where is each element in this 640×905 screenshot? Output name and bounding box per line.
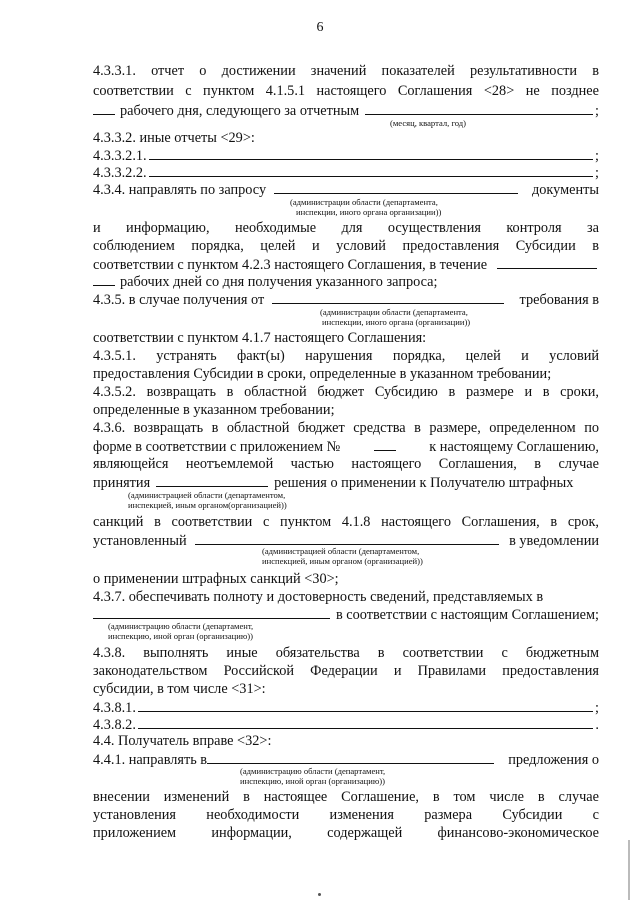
- paragraph-line: законодательством Российской Федерации и Правилами предоставления: [93, 663, 599, 679]
- paragraph-line: субсидии, в том числе <31>:: [93, 681, 266, 697]
- field-caption: инспекции, иного органа (организации)): [322, 317, 471, 327]
- page-number: 6: [316, 20, 324, 35]
- text: форме в соответствии с приложением №: [93, 439, 341, 455]
- paragraph-line: [93, 699, 599, 717]
- field-caption: (администрацию области (департамент,: [240, 766, 386, 776]
- field-caption: инспекцию, иной орган (организацию)): [108, 631, 253, 641]
- text: рабочих дней со дня получения указанного запроса;: [120, 274, 438, 290]
- paragraph-line: и информацию, необходимые для осуществления контроля за: [93, 220, 599, 236]
- paragraph-line: 4.3.5.2. возвращать в областной бюджет Субсидию в размере и в сроки,: [93, 384, 599, 400]
- paragraph-line: соответствии с пунктом 4.1.5.1 настоящего Соглашения <28> не позднее: [93, 83, 599, 99]
- paragraph-line: 4.3.3.2. иные отчеты <29>:: [93, 130, 255, 146]
- blank-field[interactable]: [274, 181, 518, 194]
- paragraph-line: предоставления Субсидии в сроки, определенные в указанном требовании;: [93, 366, 552, 382]
- field-caption: (администрацию области (департамент,: [108, 621, 254, 631]
- paragraph-line: [93, 716, 599, 734]
- text: установленный: [93, 533, 187, 549]
- text: принятия: [93, 475, 151, 491]
- field-caption: (администрацией области (департаментом,: [128, 490, 286, 500]
- blank-field[interactable]: [93, 273, 115, 286]
- text: соответствии с пунктом 4.2.3 настоящего Соглашения, в течение: [93, 257, 488, 273]
- paragraph-line: 4.3.5.1. устранять факт(ы) нарушения порядка, целей и условий: [93, 348, 599, 364]
- paragraph-line: являющейся неотъемлемой частью настоящего Соглашения, в случае: [93, 456, 599, 472]
- field-caption: инспекции, иного органа организации)): [296, 207, 442, 217]
- text: ;: [595, 148, 599, 164]
- text: 4.4.1. направлять в: [93, 752, 208, 768]
- blank-field[interactable]: [138, 716, 594, 729]
- field-caption: (администрацией области (департаментом,: [262, 546, 420, 556]
- field-caption: инспекцией, иным органом(организацией)): [128, 500, 287, 510]
- blank-field[interactable]: [93, 606, 330, 619]
- scan-edge-shadow: [628, 840, 630, 900]
- blank-field[interactable]: [138, 699, 593, 712]
- blank-field[interactable]: [149, 164, 593, 177]
- paragraph-line: внесении изменений в настоящее Соглашение, в том числе в случае: [93, 789, 599, 805]
- blank-field[interactable]: [156, 474, 268, 487]
- field-caption: (администрации области (департамента,: [290, 197, 438, 207]
- text: 4.3.3.2.1.: [93, 148, 147, 164]
- text: в уведомлении: [509, 533, 599, 549]
- text: ;: [595, 165, 599, 181]
- text: в соответствии с настоящим Соглашением;: [335, 607, 599, 623]
- blank-field[interactable]: [272, 291, 503, 304]
- paragraph-line: 4.3.8. выполнять иные обязательства в соответствии с бюджетным: [93, 645, 599, 661]
- field-caption: инспекцию, иной орган (организацию)): [240, 776, 385, 786]
- paragraph-line: установления необходимости изменения размера Субсидии с: [93, 807, 599, 823]
- text: 4.3.3.2.2.: [93, 165, 147, 181]
- text: рабочего дня, следующего за отчетным: [120, 103, 360, 119]
- paragraph-line: определенные в указанном требовании;: [93, 402, 335, 418]
- text: решения о применении к Получателю штрафных: [274, 475, 574, 491]
- paragraph-line: [93, 102, 599, 120]
- blank-field[interactable]: [93, 102, 115, 115]
- paragraph-line: 4.3.6. возвращать в областной бюджет средства в размере, определенном по: [93, 420, 599, 436]
- paragraph-line: о применении штрафных санкций <30>;: [93, 571, 339, 587]
- paragraph-line: 4.4. Получатель вправе <32>:: [93, 733, 272, 749]
- paragraph-line: [93, 164, 599, 182]
- text: ;: [595, 700, 599, 716]
- blank-field[interactable]: [149, 147, 593, 160]
- field-caption: (администрации области (департамента,: [320, 307, 468, 317]
- text: 4.3.5. в случае получения от: [93, 292, 265, 308]
- paragraph-line: соответствии с пунктом 4.1.7 настоящего Соглашения:: [93, 330, 427, 346]
- text: требования в: [519, 292, 599, 308]
- blank-field[interactable]: [207, 751, 494, 764]
- paragraph-line: приложением информации, содержащей финансово-экономическое: [93, 825, 599, 841]
- text: документы: [531, 182, 599, 198]
- scan-speck: [318, 893, 321, 896]
- text: 4.3.8.2.: [93, 717, 136, 733]
- text: предложения о: [508, 752, 599, 768]
- text: 4.3.8.1.: [93, 700, 136, 716]
- paragraph-line: [93, 273, 599, 291]
- paragraph-line: 4.3.3.1. отчет о достижении значений показателей результативности в: [93, 63, 599, 79]
- blank-field[interactable]: [195, 532, 499, 545]
- text: ;: [595, 103, 599, 119]
- blank-field[interactable]: [497, 256, 597, 269]
- paragraph-line: соблюдением порядка, целей и условий предоставления Субсидии в: [93, 238, 599, 254]
- text: 4.3.4. направлять по запросу: [93, 182, 267, 198]
- text: .: [595, 717, 599, 733]
- paragraph-line: [93, 256, 599, 274]
- paragraph-line: 4.3.7. обеспечивать полноту и достоверность сведений, представляемых в: [93, 589, 544, 605]
- blank-field[interactable]: [374, 438, 396, 451]
- blank-field[interactable]: [365, 102, 593, 115]
- paragraph-line: [93, 147, 599, 165]
- field-caption: инспекцией, иным органом (организацией)): [262, 556, 423, 566]
- text: к настоящему Соглашению,: [429, 439, 599, 455]
- field-caption: (месяц, квартал, год): [390, 118, 467, 128]
- paragraph-line: санкций в соответствии с пунктом 4.1.8 настоящего Соглашения, в срок,: [93, 514, 599, 530]
- paragraph-line: [93, 438, 599, 456]
